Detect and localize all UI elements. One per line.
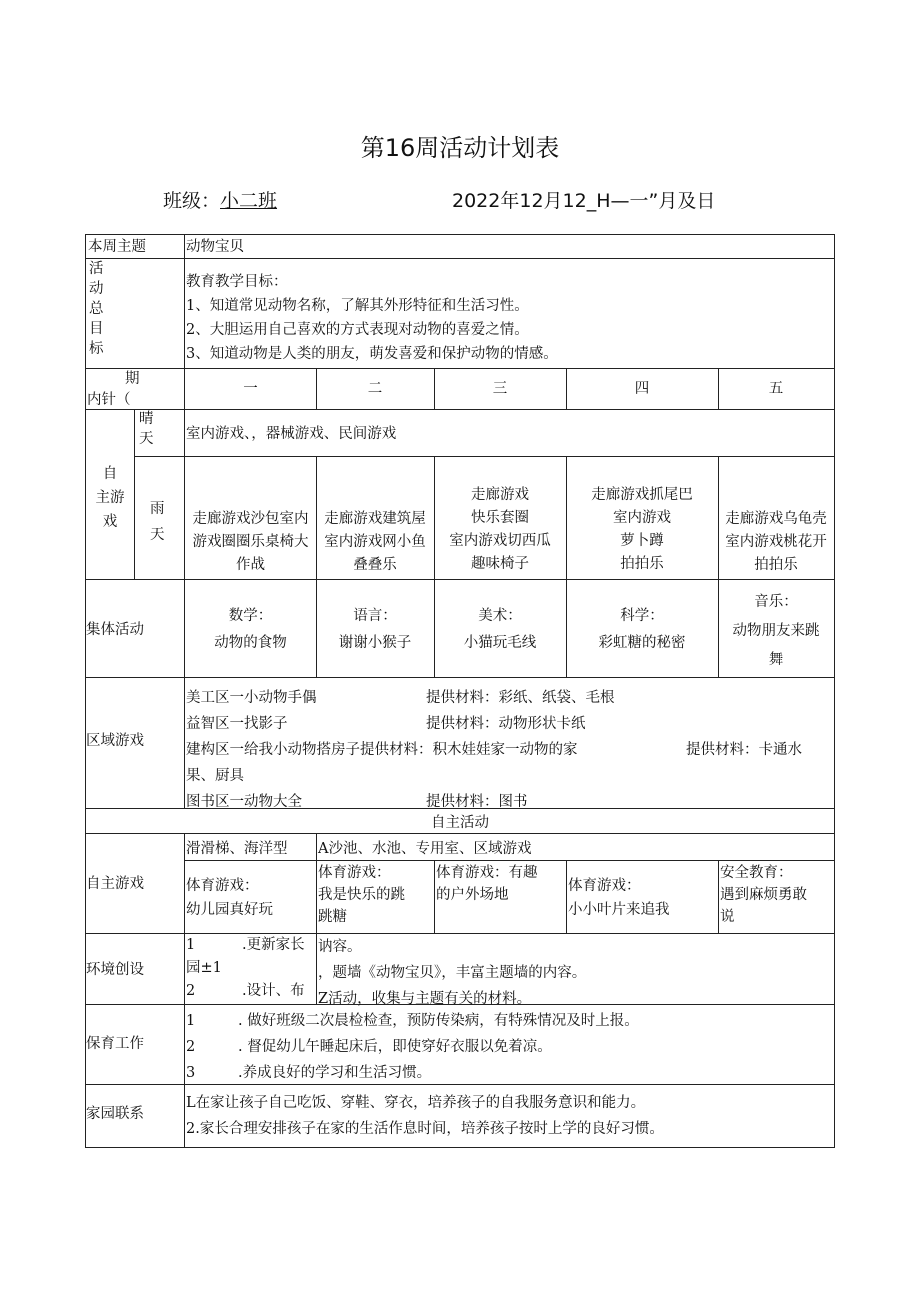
area-zone: 果、厨具 bbox=[186, 768, 244, 784]
env-line: 讷容。 bbox=[318, 939, 362, 955]
rainy-line: 拍拍乐 bbox=[754, 557, 798, 573]
day-fri: 五 bbox=[768, 381, 784, 397]
rainy-line: 走廊游戏沙包室内 bbox=[192, 511, 309, 527]
area-zone: 美工区一小动物手偶 bbox=[186, 690, 317, 706]
area-row bbox=[186, 685, 826, 711]
group-topic: 小猫玩毛线 bbox=[463, 635, 537, 651]
table-rule bbox=[566, 860, 567, 934]
group-label: 集体活动 bbox=[86, 622, 144, 638]
self-play-line: 幼儿园真好玩 bbox=[186, 902, 273, 918]
table-rule bbox=[85, 368, 835, 369]
env-left-text: 1 bbox=[186, 937, 196, 953]
group-topic: 彩虹糖的秘密 bbox=[598, 635, 686, 651]
rainy-line: 走廊游戏抓尾巴 bbox=[591, 487, 693, 503]
rainy-mon bbox=[185, 508, 316, 577]
area-material: 提供材料：卡通水 bbox=[686, 742, 802, 758]
group-thu bbox=[566, 603, 718, 657]
group-subject: 语言： bbox=[353, 608, 397, 624]
area-material: 提供材料：彩纸、纸袋、毛根 bbox=[426, 690, 615, 706]
sunny-label-char: 天 bbox=[139, 431, 154, 447]
table-rule bbox=[316, 860, 317, 934]
rainy-line: 走廊游戏建筑屋 bbox=[324, 511, 426, 527]
rainy-label bbox=[150, 496, 165, 548]
rainy-line: 拍拍乐 bbox=[620, 556, 664, 572]
area-label: 区域游戏 bbox=[86, 733, 144, 749]
self-play-line: 遇到麻烦勇敢 bbox=[720, 887, 807, 903]
goals-label bbox=[89, 259, 111, 359]
rainy-fri bbox=[718, 508, 834, 577]
table-rule bbox=[834, 234, 835, 1148]
self-play-fri bbox=[720, 862, 807, 928]
home-label: 家园联系 bbox=[86, 1106, 144, 1122]
env-left-text: 园±1 bbox=[186, 960, 222, 976]
table-rule bbox=[85, 409, 835, 410]
env-left-row bbox=[186, 980, 316, 1002]
goal-item: 1、知道常见动物名称，了解其外形特征和生活习性。 bbox=[186, 298, 529, 314]
self-play-line: 体育游戏： bbox=[568, 878, 641, 894]
table-rule bbox=[316, 833, 317, 861]
rainy-line: 室内游戏 bbox=[613, 510, 671, 526]
rainy-line: 室内游戏切西瓜 bbox=[449, 533, 551, 549]
goal-item: 3、知道动物是人类的朋友，萌发喜爱和保护动物的情感。 bbox=[186, 346, 558, 362]
rainy-line: 作战 bbox=[236, 557, 265, 573]
self-play-line: 我是快乐的跳 bbox=[318, 887, 405, 903]
day-thu: 四 bbox=[634, 381, 650, 397]
sunny-label-char: 晴 bbox=[139, 411, 154, 427]
area-zone: 建构区一给我小动物搭房子提供材料：积木娃娃家一动物的家 bbox=[186, 742, 578, 758]
table-rule bbox=[316, 933, 317, 1005]
care-item bbox=[186, 1060, 826, 1086]
day-tue: 二 bbox=[367, 381, 383, 397]
table-rule bbox=[85, 677, 835, 678]
group-topic: 谢谢小猴子 bbox=[338, 635, 412, 651]
table-rule bbox=[85, 234, 835, 235]
env-left-row bbox=[186, 934, 316, 957]
rainy-wed bbox=[434, 484, 566, 576]
care-text: .养成良好的学习和生活习惯。 bbox=[238, 1065, 432, 1081]
sunny-label bbox=[139, 409, 154, 449]
env-line: Z活动，收集与主题有关的材料。 bbox=[318, 991, 532, 1007]
self-play-tue bbox=[318, 862, 405, 928]
self-play-top-right: A沙池、水池、专用室、区域游戏 bbox=[318, 841, 532, 857]
group-mon bbox=[185, 603, 316, 657]
self-play-line: 小小叶片来追我 bbox=[568, 902, 670, 918]
home-lines bbox=[186, 1090, 664, 1142]
area-zone: 图书区一动物大全 bbox=[186, 794, 302, 810]
days-label-top: 期 bbox=[125, 371, 140, 387]
goals-label-char: 动 bbox=[89, 281, 104, 297]
group-subject: 科学： bbox=[620, 608, 664, 624]
self-play-thu bbox=[568, 874, 670, 922]
date-line: 2022年12月12_H—一”月及日 bbox=[452, 190, 716, 212]
goals-label-char: 活 bbox=[89, 261, 104, 277]
self-play-wed bbox=[436, 862, 538, 906]
rainy-line: 走廊游戏 bbox=[471, 487, 529, 503]
self-play-line: 体育游戏： bbox=[186, 878, 259, 894]
area-row bbox=[186, 711, 826, 737]
goals-heading: 教育教学目标： bbox=[186, 274, 288, 290]
self-activity-header: 自主活动 bbox=[431, 815, 489, 831]
table-rule bbox=[184, 833, 185, 1148]
rainy-line: 室内游戏桃花开 bbox=[725, 534, 827, 550]
day-mon: 一 bbox=[243, 381, 258, 397]
group-subject: 数学： bbox=[228, 608, 273, 624]
day-wed: 三 bbox=[492, 381, 508, 397]
group-fri bbox=[718, 588, 834, 675]
page-title: 第16周活动计划表 bbox=[360, 134, 560, 162]
goal-item: 2、大胆运用自己喜欢的方式表现对动物的喜爱之情。 bbox=[186, 322, 529, 338]
rainy-tue bbox=[316, 508, 434, 577]
env-label: 环境创设 bbox=[86, 962, 144, 978]
group-tue bbox=[316, 603, 434, 657]
self-play-mon bbox=[186, 874, 273, 922]
env-left-text: 2 bbox=[186, 983, 196, 999]
rainy-line: 室内游戏网小鱼 bbox=[324, 534, 426, 550]
env-lines bbox=[318, 934, 586, 1012]
env-left-text: .更新家长 bbox=[242, 937, 305, 953]
table-rule bbox=[85, 234, 86, 1148]
table-rule bbox=[434, 860, 435, 934]
rainy-line: 趣味椅子 bbox=[471, 556, 529, 572]
group-topic: 动物朋友来跳 bbox=[732, 623, 820, 639]
env-left-clip bbox=[186, 934, 316, 1002]
class-name: 小二班 bbox=[220, 190, 278, 212]
group-wed bbox=[434, 603, 566, 657]
self-play-line: 安全教育： bbox=[720, 865, 793, 881]
self-play-line: 的户外场地 bbox=[436, 887, 509, 903]
rainy-line: 游戏圈圈乐桌椅大 bbox=[192, 534, 309, 550]
rainy-label-char: 雨 bbox=[150, 501, 165, 517]
goals-content bbox=[186, 270, 558, 366]
table-rule bbox=[85, 1147, 835, 1148]
goals-label-char: 总 bbox=[89, 301, 104, 317]
self-play-line: 体育游戏： bbox=[318, 865, 391, 881]
home-line: L在家让孩子自己吃饭、穿鞋、穿衣，培养孩子的自我服务意识和能力。 bbox=[186, 1095, 646, 1111]
env-line: ，题墙《动物宝贝》，丰富主题墙的内容。 bbox=[318, 965, 587, 981]
class-line bbox=[163, 186, 277, 213]
table-rule bbox=[134, 409, 135, 580]
care-label: 保育工作 bbox=[86, 1036, 144, 1052]
days-label-bottom: 内针（ bbox=[87, 392, 131, 408]
area-material: 提供材料：动物形状卡纸 bbox=[426, 716, 586, 732]
theme-value: 动物宝贝 bbox=[186, 239, 244, 255]
area-row bbox=[186, 737, 826, 763]
self-play-label: 自主游戏 bbox=[86, 876, 144, 892]
self-play-line: 跳糖 bbox=[318, 909, 347, 925]
group-topic: 动物的食物 bbox=[214, 635, 287, 651]
env-left-text: .设计、布 bbox=[242, 983, 305, 999]
theme-label: 本周主题 bbox=[88, 239, 146, 255]
area-content bbox=[186, 685, 826, 815]
sunny-activities: 室内游戏、，器械游戏、民间游戏 bbox=[186, 426, 397, 442]
care-no: 2 bbox=[186, 1039, 196, 1055]
self-play-line: 体育游戏：有趣 bbox=[436, 865, 538, 881]
home-line: 2.家长合理安排孩子在家的生活作息时间，培养孩子按时上学的良好习惯。 bbox=[186, 1121, 664, 1137]
care-no: 1 bbox=[186, 1013, 196, 1029]
care-text: . 督促幼儿午睡起床后，即使穿好衣服以免着凉。 bbox=[238, 1039, 552, 1055]
goals-label-char: 目 bbox=[89, 321, 104, 337]
rainy-line: 快乐套圈 bbox=[471, 510, 529, 526]
group-subject: 音乐： bbox=[754, 594, 798, 610]
class-label: 班级： bbox=[163, 190, 221, 212]
area-zone: 益智区一找影子 bbox=[186, 716, 288, 732]
free-play-label-part: 自 bbox=[102, 466, 118, 482]
free-play-label bbox=[88, 462, 132, 534]
env-left-row bbox=[186, 957, 316, 980]
table-rule bbox=[718, 860, 719, 934]
table-rule bbox=[134, 456, 835, 457]
free-play-label-part: 主游 bbox=[95, 490, 125, 506]
group-topic: 舞 bbox=[768, 652, 784, 668]
area-row bbox=[186, 763, 826, 789]
rainy-thu bbox=[566, 484, 718, 576]
free-play-label-part: 戏 bbox=[102, 514, 118, 530]
care-items bbox=[186, 1008, 826, 1086]
self-play-line: 说 bbox=[720, 909, 735, 925]
group-subject: 美术： bbox=[478, 608, 522, 624]
area-material: 提供材料：图书 bbox=[426, 794, 528, 810]
care-no: 3 bbox=[186, 1065, 196, 1081]
rainy-line: 叠叠乐 bbox=[353, 557, 397, 573]
table-rule bbox=[85, 579, 835, 580]
care-item bbox=[186, 1008, 826, 1034]
goals-label-char: 标 bbox=[89, 341, 104, 357]
care-item bbox=[186, 1034, 826, 1060]
care-text: . 做好班级二次晨检检查，预防传染病，有特殊情况及时上报。 bbox=[238, 1013, 639, 1029]
rainy-line: 走廊游戏乌龟壳 bbox=[725, 511, 827, 527]
rainy-label-char: 天 bbox=[150, 527, 165, 543]
self-play-top-left: 滑滑梯、海洋型 bbox=[186, 841, 288, 857]
rainy-line: 萝卜蹲 bbox=[620, 533, 664, 549]
